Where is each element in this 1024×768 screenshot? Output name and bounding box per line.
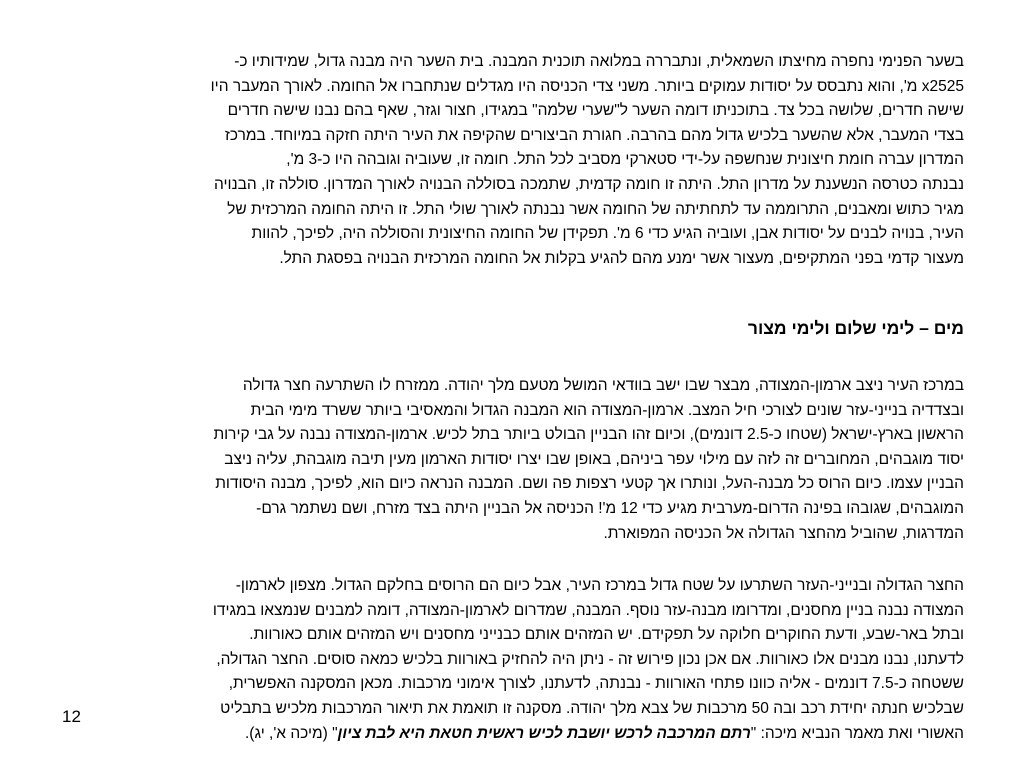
paragraph-line: במרכז העיר ניצב ארמון-המצודה, מבצר שבו ישב בוודאי המושל מטעם מלך יהודה. ממזרח לו השתרעה חצר גדולה [242,377,964,394]
paragraph-line-with-quote [44,722,964,747]
paragraph-gate-and-walls [44,50,964,271]
paragraph-line: x2525 מ', והוא נתבסס על יסודות עמוקים ביותר. משני צדי הכניסה היו מגדלים שנתחברו אל החומה. לאורך המעבר היו [210,77,964,95]
paragraph-line: ששטחה כ-7.5 דונמים - אליה כוונו פתחי האורוות - נבנתה, לדעתנו, לצורך אימוני מרכבות. מכאן המסקנה האפשרית, [228,675,964,693]
paragraph-line: בשער הפנימי נחפרה מחיצתו השמאלית, ונתבררה במלואה תוכנית המבנה. בית השער היה מבנה גדול, שמידותיו כ- [234,53,964,70]
paragraph-line: החצר הגדולה ובנייני-העזר השתרעו על שטח גדול במרכז העיר, אבל כיום הם הרוסים בחלקם הגדול. מצפון לארמון- [235,577,964,594]
paragraph-courtyard-stables [44,574,964,746]
paragraph-palace-fort [44,374,964,546]
paragraph-line: המדרגות, שהוביל מהחצר הגדולה אל הכניסה המפוארת. [603,524,964,542]
paragraph-line: שישה חדרים, שלושה בכל צד. בתוכניתו דומה השער ל"שערי שלמה" במגידו, חצור וגזר, שאף בהם נבנו שישה חדרים [227,102,964,120]
paragraph-line: ובצדדיה בנייני-עזר שונים לצורכי חיל המצב. ארמון-המצודה הוא המבנה הגדול והמאסיבי ביותר ששרד מימי הבית [250,401,964,419]
paragraph-line: הראשון בארץ-ישראל (שטחו כ-2.5 דונמים), וכיום זהו הבניין הבולט ביותר בתל לכיש. ארמון-המצודה נבנה על גבי קירות [213,426,964,444]
paragraph-line: יסוד מוגבהים, המחוברים זה לזה עם מילוי עפר ביניהם, באופן שבו יצרו יסודות הארמון מעין תיבה מוגבהת, עליה ניצב [224,450,964,468]
paragraph-line: המצודה נבנה בניין מחסנים, ומדרומו מבנה-עזר נוסף. המבנה, שמדרום לארמון-המצודה, דומה למבנים שנמצאו במגידו [212,601,964,619]
paragraph-line: ובתל באר-שבע, ודעת החוקרים חלוקה על תפקידם. יש המזהים אותם כבנייני מחסנים ויש המזהים אותם כאורוות. [249,626,964,644]
paragraph-line: הבניין עצמו. כיום הרוס כל מבנה-העל, ונותרו אך קטעי רצפות פה ושם. המבנה הנראה כיום הוא, לפיכך, מבנה היסודות [215,475,964,493]
bible-quote: רתם המרכבה לרכש יושבת לכיש ראשית חטאת היא לבת ציון [337,724,751,742]
quote-citation: " (מיכה א', יג). [245,724,338,742]
page-number: 12 [62,707,81,726]
paragraph-line: המוגבהים, שגובהו בפינה הדרום-מערבית מגיע כדי 12 מ'! הכניסה אל הבניין היתה בצד מזרח, ושם נשתמר גרם- [256,499,964,517]
paragraph-line: בצדי המעבר, אלא שהשער בלכיש גדול מהם בהרבה. חגורת הביצורים שהקיפה את העיר היתה חזקה במיוחד. במרכז [224,126,964,144]
paragraph-line: נבנתה כטרסה הנשענת על מדרון התל. היתה זו חומה קדמית, שתמכה בסוללה הבנויה לאורך המדרון. סוללה זו, הבנויה [214,175,964,193]
paragraph-line: מעצור קדמי בפני המתקיפים, מעצור אשר ימנע מהם להגיע בקלות אל החומה המרכזית הבנויה בפסגת התל. [279,249,964,267]
paragraph-line: שבלכיש חנתה יחידת רכב ובה 50 מרכבות של צבא מלך יהודה. מסקנה זו תואמת את תיאור המרכבות מלכיש בתבליט [220,699,964,717]
paragraph-line: מגיר כתוש ומאבנים, התרוממה עד לתחתיתה של החומה אשר נבנתה לאורך שולי התל. זו היתה החומה המרכזית של [227,200,964,218]
paragraph-line: המדרון עברה חומת חיצונית שנחשפה על-ידי סטארקי מסביב לכל התל. חומה זו, שעוביה וגובהה היו כ-3 מ', [286,151,964,169]
paragraph-line: לדעתנו, נבנו מבנים אלו כאורוות. אם אכן נכון פירוש זה - ניתן היה להחזיק באורוות בלכיש כמאה סוסים. החצר הגדולה, [216,650,964,668]
quote-intro: האשורי ואת מאמר הנביא מיכה: " [750,724,964,742]
paragraph-line: העיר, בנויה לבנים על יסודות אבן, ועוביה הגיע כדי 6 מ'. תפקידן של החומה החיצונית והסוללה היה, לפיכך, להוות [251,225,964,243]
section-heading: מים – לימי שלום ולימי מצור [747,318,964,338]
